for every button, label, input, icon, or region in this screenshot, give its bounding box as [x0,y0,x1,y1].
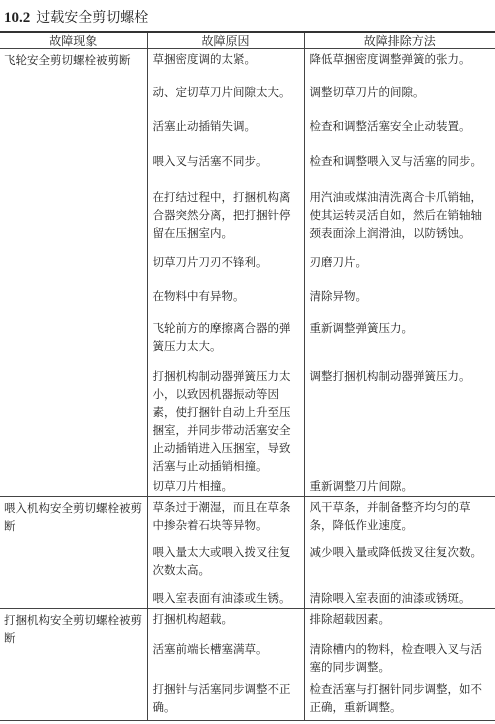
table-row [0,49,495,497]
cause-text: 打捆机构超载。 [152,612,233,626]
cause-text: 打捆针与活塞同步调整不正确。 [152,682,291,714]
header-remedy: 故障排除方法 [304,33,495,49]
remedy-text: 检查和调整活塞安全止动装置。 [309,119,471,133]
remedy-text: 调整切草刀片的间隙。 [309,85,425,99]
troubleshooting-table [0,33,495,721]
section-title [4,6,148,30]
header-row [0,33,495,49]
cause-text: 切草刀片刀刃不锋利。 [152,255,268,269]
table-row [0,609,495,721]
remedy-text: 重新调整弹簧压力。 [309,321,413,335]
cause-text: 草条过于潮湿，而且在草条中掺杂着石块等异物。 [152,500,291,532]
table-row [0,497,495,609]
cause-text: 喂入叉与活塞不同步。 [152,154,268,168]
cause-text: 打捆机构制动器弹簧压力太小，以致因机器振动等因素，使打捆针自动上升至压捆室，并同步带动活塞安全止动插销进入压捆室，导致活塞与止动插销相撞。 [152,369,291,473]
remedy-text: 调整打捆机构制动器弹簧压力。 [309,369,471,383]
remedy-text: 清除异物。 [309,289,367,303]
remedy-text: 检查活塞与打捆针同步调整，如不正确，重新调整。 [309,682,482,714]
cause-cell [147,497,304,609]
remedy-text: 减少喂入量或降低拨叉往复次数。 [309,545,482,559]
remedy-text: 风干草条，并制备整齐均匀的草条，降低作业速度。 [309,500,471,532]
phenomenon-text: 喂入机构安全剪切螺栓被剪断 [4,501,142,533]
remedy-text: 清除槽内的物料，检查喂入叉与活塞的同步调整。 [309,642,482,674]
cause-text: 飞轮前方的摩擦离合器的弹簧压力太大。 [152,321,291,353]
phenomenon-text: 打捆机构安全剪切螺栓被剪断 [4,613,142,645]
remedy-text: 刃磨刀片。 [309,255,367,269]
remedy-cell [304,497,495,609]
cause-text: 喂入室表面有油漆或生锈。 [152,591,291,605]
header-cause: 故障原因 [147,33,304,49]
remedy-cell [304,49,495,497]
remedy-text: 重新调整刀片间隙。 [309,479,413,493]
cause-text: 动、定切草刀片间隙太大。 [152,85,291,99]
phenomenon-cell [0,49,147,497]
cause-text: 切草刀片相撞。 [152,479,233,493]
phenomenon-cell [0,609,147,721]
cause-text: 草捆密度调的太紧。 [152,52,256,66]
phenomenon-cell [0,497,147,609]
remedy-cell [304,609,495,721]
remedy-text: 检查和调整喂入叉与活塞的同步。 [309,154,482,168]
cause-text: 在物料中有异物。 [152,289,245,303]
header-phenomenon: 故障现象 [0,33,147,49]
cause-text: 活塞止动插销失调。 [152,119,256,133]
phenomenon-text: 飞轮安全剪切螺栓被剪断 [4,53,131,67]
cause-cell [147,609,304,721]
cause-text: 在打结过程中，打捆机构离合器突然分离，把打捆针停留在压捆室内。 [152,190,291,240]
remedy-text: 清除喂入室表面的油漆或锈斑。 [309,591,471,605]
section-title-text: 过载安全剪切螺栓 [36,10,149,26]
remedy-text: 排除超载因素。 [309,612,390,626]
cause-text: 喂入量太大或喂入拨叉往复次数太高。 [152,545,291,577]
section-number: 10.2 [4,10,31,26]
cause-text: 活塞前端长槽塞满草。 [152,642,268,656]
remedy-text: 用汽油或煤油清洗离合卡爪销轴，使其运转灵活自如，然后在销轴轴颈表面涂上润滑油，以防锈蚀。 [309,190,482,240]
remedy-text: 降低草捆密度调整弹簧的张力。 [309,52,471,66]
cause-cell [147,49,304,497]
